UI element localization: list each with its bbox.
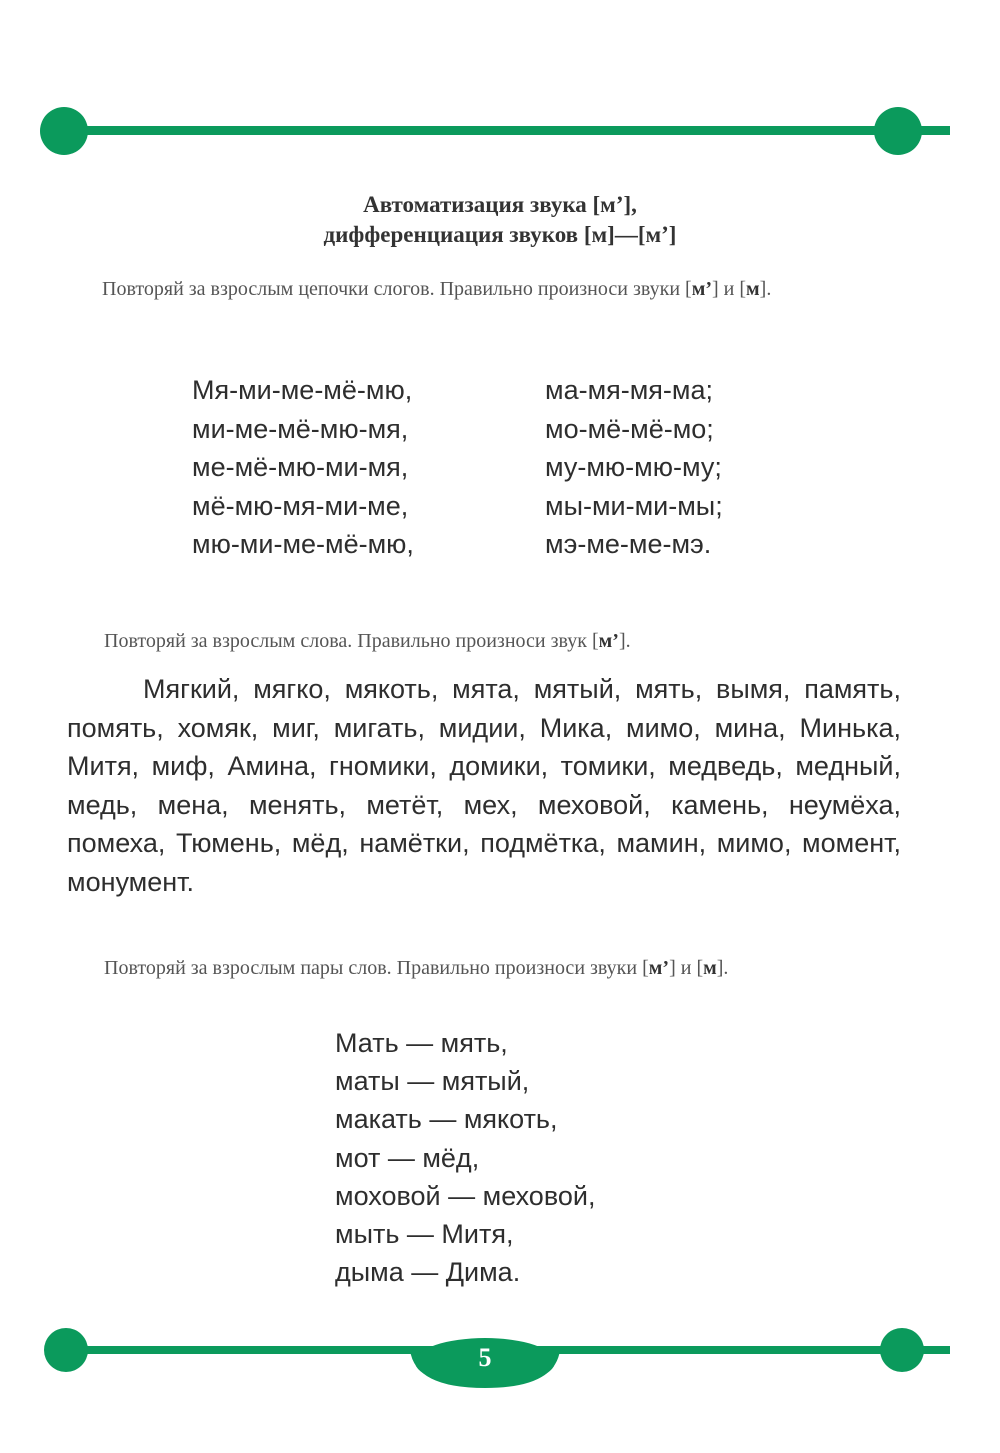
sound-label: м’: [598, 630, 619, 652]
page-title: [0, 190, 1000, 250]
sound-label: м: [746, 278, 760, 300]
syllable-chain: мэ-ме-ме-мэ.: [545, 529, 712, 559]
sound-label: м’: [648, 957, 670, 979]
word-pair: дыма — Дима.: [335, 1257, 521, 1288]
syllable-column-right: [545, 371, 723, 564]
exercise-1-instruction: Повторяй за взрослым цепочки слогов. Правильно произноси звуки [м’] и [м].: [102, 278, 772, 300]
sound-label: м: [703, 957, 717, 979]
exercise-3-instruction: Повторяй за взрослым пары слов. Правильно произноси звуки [м’] и [м].: [104, 957, 729, 979]
syllable-chain: ма-мя-мя-ма;: [545, 375, 713, 405]
syllable-chain: ме-мё-мю-ми-мя,: [192, 452, 409, 482]
conjunction: и: [680, 957, 692, 979]
word-pair: мот — мёд,: [335, 1142, 480, 1173]
title-line-2: дифференциация звуков [м]—[м’]: [323, 222, 677, 247]
syllable-chain: мо-мё-мё-мо;: [545, 413, 714, 444]
word-pair: мыть — Митя,: [335, 1219, 514, 1250]
word-pairs-list: [335, 1024, 595, 1291]
syllable-column-left: [192, 371, 414, 564]
exercise-2-instruction: Повторяй за взрослым слова. Правильно произноси звук [м’].: [104, 630, 631, 652]
page-number: 5: [478, 1343, 492, 1372]
syllable-chain: Мя-ми-ме-мё-мю,: [192, 375, 413, 405]
instruction-text: Повторяй за взрослым пары слов. Правильно произноси звуки: [104, 957, 638, 979]
title-line-1: Автоматизация звука [м’],: [363, 192, 637, 217]
word-pair: Мать — мять,: [335, 1028, 508, 1058]
top-divider: [40, 100, 970, 160]
instruction-text: Повторяй за взрослым цепочки слогов. Правильно произноси звуки: [102, 278, 681, 300]
instruction-text: Повторяй за взрослым слова. Правильно произноси звук: [104, 630, 587, 652]
word-pair: маты — мятый,: [335, 1066, 530, 1097]
sound-label: м’: [691, 278, 712, 300]
syllable-chain: мё-мю-мя-ми-ме,: [192, 490, 409, 521]
syllable-chain: мю-ми-ме-мё-мю,: [192, 529, 414, 559]
syllable-chain: ми-ме-мё-мю-мя,: [192, 413, 409, 444]
word-pair: моховой — меховой,: [335, 1180, 596, 1211]
word-pair: макать — мякоть,: [335, 1104, 558, 1135]
syllable-chain: мы-ми-ми-мы;: [545, 490, 723, 521]
syllable-chain: му-мю-мю-му;: [545, 452, 722, 482]
conjunction: и: [723, 278, 735, 300]
word-list-paragraph: Мягкий, мягко, мякоть, мята, мятый, мять, вымя, память, помять, хомяк, миг, мигать, мидии, Мика, мимо, мина, Минька, Митя, миф, Амина, гномики, домики, томики, медведь, медный, медь, мена, менять, метёт, мех, меховой, камень, неумёха, помеха, Тюмень, мёд, намётки, подмётка, мамин, мимо, момент, монумент.: [67, 674, 901, 897]
